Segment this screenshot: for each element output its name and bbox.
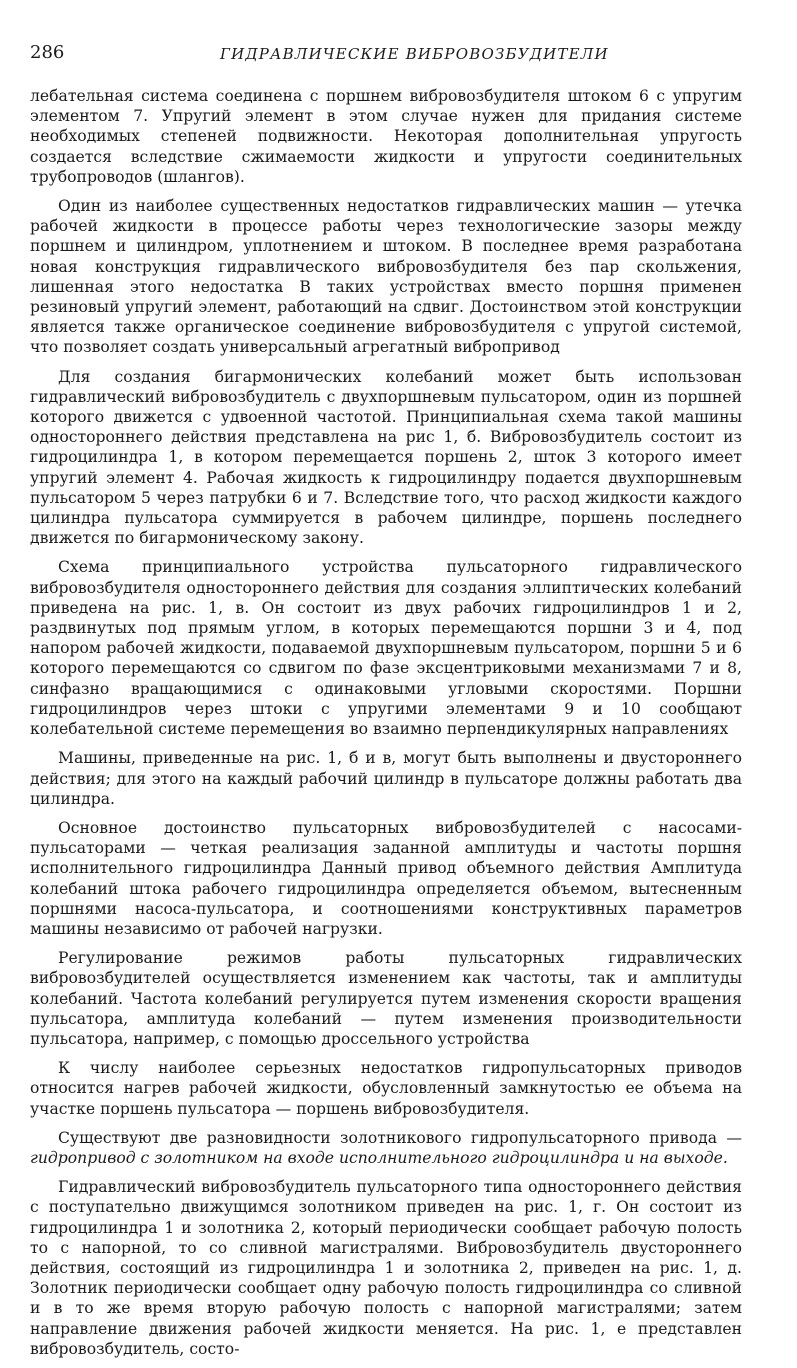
running-title: ГИДРАВЛИЧЕСКИЕ ВИБРОВОЗБУДИТЕЛИ — [220, 45, 609, 63]
paragraph: Основное достоинство пульсаторных вибровозбудителей с насосами-пульсаторами — четкая реализация заданной амплитуды и частоты поршня исполнительного гидроцилиндра Данный привод объемного действия Амплитуда колебаний штока рабочего гидроцилиндра определяется объемом, вытесненным поршнями насоса-пульсатора, и соотношениями конструктивных параметров машины независимо от рабочей нагрузки. — [30, 818, 742, 938]
paragraph: Один из наиболее существенных недостатков гидравлических машин — утечка рабочей жидкости в процессе работы через технологические зазоры между поршнем и цилиндром, уплотнением и штоком. В последнее время разработана новая конструкция гидравлического вибровозбудителя без пар скольжения, лишенная этого недостатка В таких устройствах вместо поршня применен резиновый упругий элемент, работающий на сдвиг. Достоинством этой конструкции является также органическое соединение вибровозбудителя с упругой системой, что позволяет создать универсальный агрегатный вибропривод — [30, 197, 742, 357]
body-text — [30, 86, 742, 1359]
paragraph-text: Существуют две разновидности золотникового гидропульсаторного привода — — [58, 1128, 742, 1147]
paragraph: лебательная система соединена с поршнем вибровозбудителя штоком 6 с упругим элементом 7. Упругий элемент в этом случае нужен для придания системе необходимых степеней подвижности. Некоторая дополнительная упругость создается вследствие сжимаемости жидкости и упругости соединительных трубопроводов (шлангов). — [30, 87, 742, 186]
paragraph: Схема принципиального устройства пульсаторного гидравлического вибровозбудителя одностороннего действия для создания эллиптических колебаний приведена на рис. 1, в. Он состоит из двух рабочих гидроцилиндров 1 и 2, раздвинутых под прямым углом, в которых перемещаются поршни 3 и 4, под напором рабочей жидкости, подаваемой двухпоршневым пульсатором, поршни 5 и 6 которого перемещаются со сдвигом по фазе эксцентриковыми механизмами 7 и 8, синфазно вращающимися с одинаковыми угловыми скоростями. Поршни гидроцилиндров через штоки с упругими элементами 9 и 10 сообщают колебательной системе перемещения во взаимно перпендикулярных направлениях — [30, 558, 742, 739]
paragraph — [30, 1128, 742, 1168]
page-header — [30, 42, 742, 72]
paragraph: К числу наиболее серьезных недостатков гидропульсаторных приводов относится нагрев рабочей жидкости, обусловленный замкнутостью ее объема на участке поршень пульсатора — поршень вибровозбудителя. — [30, 1059, 742, 1118]
paragraph: Гидравлический вибровозбудитель пульсаторного типа одностороннего действия с поступательно движущимся золотником приведен на рис. 1, г. Он состоит из гидроцилиндра 1 и золотника 2, который периодически сообщает рабочую полость то с напорной, то со сливной магистралями. Вибровозбудитель двустороннего действия, состоящий из гидроцилиндра 1 и золотника 2, приведен на рис. 1, д. Золотник периодически сообщает одну рабочую полость гидроцилиндра со сливной и в то же время вторую рабочую полость с напорной магистралями; затем направление движения рабочей жидкости меняется. На рис. 1, е представлен вибровозбудитель, состо- — [30, 1178, 742, 1358]
page-number: 286 — [30, 42, 65, 63]
paragraph-emphasis: гидропривод с золотником на входе исполнительного гидроцилиндра и на выходе. — [30, 1148, 728, 1167]
book-page — [30, 42, 742, 1368]
paragraph: Регулирование режимов работы пульсаторных гидравлических вибровозбудителей осуществляется изменением как частоты, так и амплитуды колебаний. Частота колебаний регулируется путем изменения скорости вращения пульсатора, амплитуда колебаний — путем изменения производительности пульсатора, например, с помощью дроссельного устройства — [30, 949, 742, 1048]
paragraph: Машины, приведенные на рис. 1, б и в, могут быть выполнены и двустороннего действия; для этого на каждый рабочий цилиндр в пульсаторе должны работать два цилиндра. — [30, 749, 742, 808]
paragraph: Для создания бигармонических колебаний может быть использован гидравлический вибровозбудитель с двухпоршневым пульсатором, один из поршней которого движется с удвоенной частотой. Принципиальная схема такой машины одностороннего действия представлена на рис 1, б. Вибровозбудитель состоит из гидроцилиндра 1, в котором перемещается поршень 2, шток 3 которого имеет упругий элемент 4. Рабочая жидкость к гидроцилиндру подается двухпоршневым пульсатором 5 через патрубки 6 и 7. Вследствие того, что расход жидкости каждого цилиндра пульсатора суммируется в рабочем цилиндре, поршень последнего движется по бигармоническому закону. — [30, 367, 742, 548]
